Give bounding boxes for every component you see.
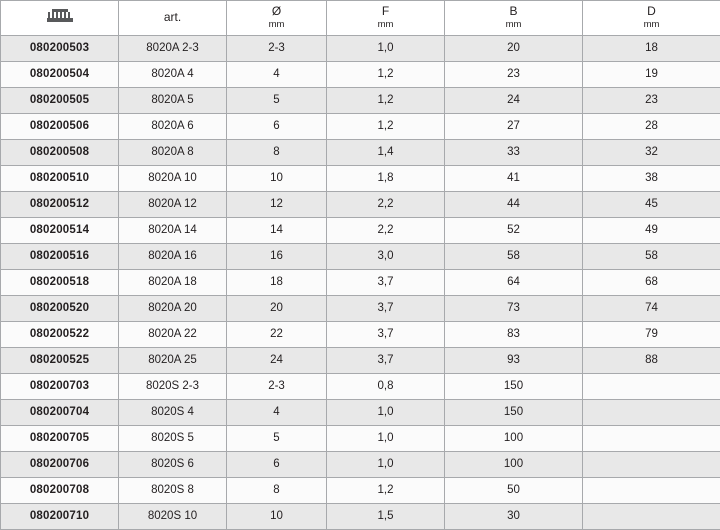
cell-diameter: 5 — [227, 88, 327, 114]
column-header-code — [1, 1, 119, 36]
cell-b: 52 — [445, 218, 583, 244]
cell-b: 20 — [445, 36, 583, 62]
cell-f: 1,2 — [327, 478, 445, 504]
table-row — [1, 504, 720, 530]
cell-d: 74 — [583, 296, 720, 322]
table-row — [1, 322, 720, 348]
cell-b: 41 — [445, 166, 583, 192]
cell-art: 8020S 10 — [119, 504, 227, 530]
cell-code: 080200504 — [1, 62, 119, 88]
cell-d: 32 — [583, 140, 720, 166]
cell-code: 080200518 — [1, 270, 119, 296]
cell-code: 080200516 — [1, 244, 119, 270]
cell-diameter: 16 — [227, 244, 327, 270]
column-header-diameter-unit: mm — [227, 20, 326, 31]
cell-diameter: 8 — [227, 140, 327, 166]
cell-diameter: 6 — [227, 114, 327, 140]
cell-art: 8020A 5 — [119, 88, 227, 114]
column-header-b-label: B — [445, 5, 582, 19]
cell-b: 73 — [445, 296, 583, 322]
cell-code: 080200506 — [1, 114, 119, 140]
table-row — [1, 218, 720, 244]
cell-f: 1,4 — [327, 140, 445, 166]
cell-d — [583, 504, 720, 530]
barcode-icon — [47, 9, 73, 22]
table-row — [1, 114, 720, 140]
table-row — [1, 478, 720, 504]
cell-d: 38 — [583, 166, 720, 192]
cell-code: 080200510 — [1, 166, 119, 192]
cell-b: 33 — [445, 140, 583, 166]
cell-d: 68 — [583, 270, 720, 296]
cell-f: 1,0 — [327, 452, 445, 478]
cell-art: 8020A 18 — [119, 270, 227, 296]
table-row — [1, 426, 720, 452]
cell-b: 50 — [445, 478, 583, 504]
cell-code: 080200503 — [1, 36, 119, 62]
cell-b: 83 — [445, 322, 583, 348]
cell-diameter: 24 — [227, 348, 327, 374]
cell-art: 8020S 2-3 — [119, 374, 227, 400]
table-row — [1, 296, 720, 322]
cell-b: 150 — [445, 374, 583, 400]
cell-diameter: 8 — [227, 478, 327, 504]
cell-b: 58 — [445, 244, 583, 270]
cell-diameter: 5 — [227, 426, 327, 452]
cell-f: 1,5 — [327, 504, 445, 530]
column-header-b-unit: mm — [445, 20, 582, 31]
cell-f: 1,2 — [327, 88, 445, 114]
cell-f: 1,0 — [327, 36, 445, 62]
table-row — [1, 166, 720, 192]
cell-b: 24 — [445, 88, 583, 114]
cell-f: 3,7 — [327, 296, 445, 322]
column-header-diameter — [227, 1, 327, 36]
cell-d — [583, 400, 720, 426]
cell-diameter: 2-3 — [227, 36, 327, 62]
cell-diameter: 22 — [227, 322, 327, 348]
cell-code: 080200706 — [1, 452, 119, 478]
cell-d: 28 — [583, 114, 720, 140]
cell-f: 2,2 — [327, 192, 445, 218]
cell-b: 23 — [445, 62, 583, 88]
cell-d: 19 — [583, 62, 720, 88]
cell-code: 080200512 — [1, 192, 119, 218]
cell-d: 49 — [583, 218, 720, 244]
cell-d: 23 — [583, 88, 720, 114]
cell-code: 080200520 — [1, 296, 119, 322]
table-row — [1, 36, 720, 62]
table-row — [1, 270, 720, 296]
cell-b: 30 — [445, 504, 583, 530]
column-header-d — [583, 1, 720, 36]
table-row — [1, 452, 720, 478]
cell-diameter: 6 — [227, 452, 327, 478]
cell-diameter: 12 — [227, 192, 327, 218]
cell-art: 8020A 10 — [119, 166, 227, 192]
column-header-art-label: art. — [119, 11, 226, 25]
cell-diameter: 14 — [227, 218, 327, 244]
cell-art: 8020A 12 — [119, 192, 227, 218]
cell-code: 080200708 — [1, 478, 119, 504]
cell-code: 080200514 — [1, 218, 119, 244]
column-header-f-label: F — [327, 5, 444, 19]
column-header-d-label: D — [583, 5, 720, 19]
cell-code: 080200525 — [1, 348, 119, 374]
cell-code: 080200508 — [1, 140, 119, 166]
cell-diameter: 4 — [227, 400, 327, 426]
table-row — [1, 140, 720, 166]
table-header — [1, 1, 720, 36]
cell-d: 18 — [583, 36, 720, 62]
cell-d: 58 — [583, 244, 720, 270]
column-header-art — [119, 1, 227, 36]
column-header-diameter-label: Ø — [227, 5, 326, 19]
column-header-f-unit: mm — [327, 20, 444, 31]
cell-diameter: 4 — [227, 62, 327, 88]
cell-art: 8020S 8 — [119, 478, 227, 504]
cell-code: 080200522 — [1, 322, 119, 348]
cell-f: 1,0 — [327, 426, 445, 452]
cell-art: 8020S 5 — [119, 426, 227, 452]
table-header-row — [1, 1, 720, 36]
cell-d — [583, 374, 720, 400]
cell-code: 080200705 — [1, 426, 119, 452]
cell-f: 1,2 — [327, 114, 445, 140]
table-row — [1, 192, 720, 218]
cell-d — [583, 452, 720, 478]
cell-b: 100 — [445, 426, 583, 452]
cell-diameter: 18 — [227, 270, 327, 296]
cell-f: 3,0 — [327, 244, 445, 270]
cell-f: 3,7 — [327, 322, 445, 348]
cell-b: 93 — [445, 348, 583, 374]
cell-code: 080200710 — [1, 504, 119, 530]
cell-d: 88 — [583, 348, 720, 374]
cell-f: 3,7 — [327, 348, 445, 374]
cell-f: 1,2 — [327, 62, 445, 88]
cell-diameter: 20 — [227, 296, 327, 322]
cell-f: 1,8 — [327, 166, 445, 192]
table-row — [1, 62, 720, 88]
cell-code: 080200505 — [1, 88, 119, 114]
cell-art: 8020A 4 — [119, 62, 227, 88]
cell-art: 8020A 6 — [119, 114, 227, 140]
column-header-b — [445, 1, 583, 36]
cell-art: 8020S 4 — [119, 400, 227, 426]
cell-b: 64 — [445, 270, 583, 296]
table-row — [1, 348, 720, 374]
cell-art: 8020A 22 — [119, 322, 227, 348]
cell-code: 080200703 — [1, 374, 119, 400]
cell-diameter: 10 — [227, 166, 327, 192]
table-body — [1, 36, 720, 530]
cell-b: 44 — [445, 192, 583, 218]
cell-b: 150 — [445, 400, 583, 426]
cell-f: 3,7 — [327, 270, 445, 296]
cell-d — [583, 426, 720, 452]
cell-diameter: 2-3 — [227, 374, 327, 400]
cell-art: 8020A 2-3 — [119, 36, 227, 62]
cell-art: 8020A 8 — [119, 140, 227, 166]
cell-d — [583, 478, 720, 504]
cell-f: 0,8 — [327, 374, 445, 400]
cell-f: 2,2 — [327, 218, 445, 244]
cell-b: 27 — [445, 114, 583, 140]
table-row — [1, 244, 720, 270]
cell-art: 8020S 6 — [119, 452, 227, 478]
cell-code: 080200704 — [1, 400, 119, 426]
cell-b: 100 — [445, 452, 583, 478]
cell-art: 8020A 16 — [119, 244, 227, 270]
table-row — [1, 374, 720, 400]
cell-art: 8020A 25 — [119, 348, 227, 374]
table-row — [1, 400, 720, 426]
column-header-f — [327, 1, 445, 36]
cell-d: 45 — [583, 192, 720, 218]
table-row — [1, 88, 720, 114]
cell-art: 8020A 14 — [119, 218, 227, 244]
cell-art: 8020A 20 — [119, 296, 227, 322]
cell-f: 1,0 — [327, 400, 445, 426]
column-header-d-unit: mm — [583, 20, 720, 31]
cell-diameter: 10 — [227, 504, 327, 530]
cell-d: 79 — [583, 322, 720, 348]
